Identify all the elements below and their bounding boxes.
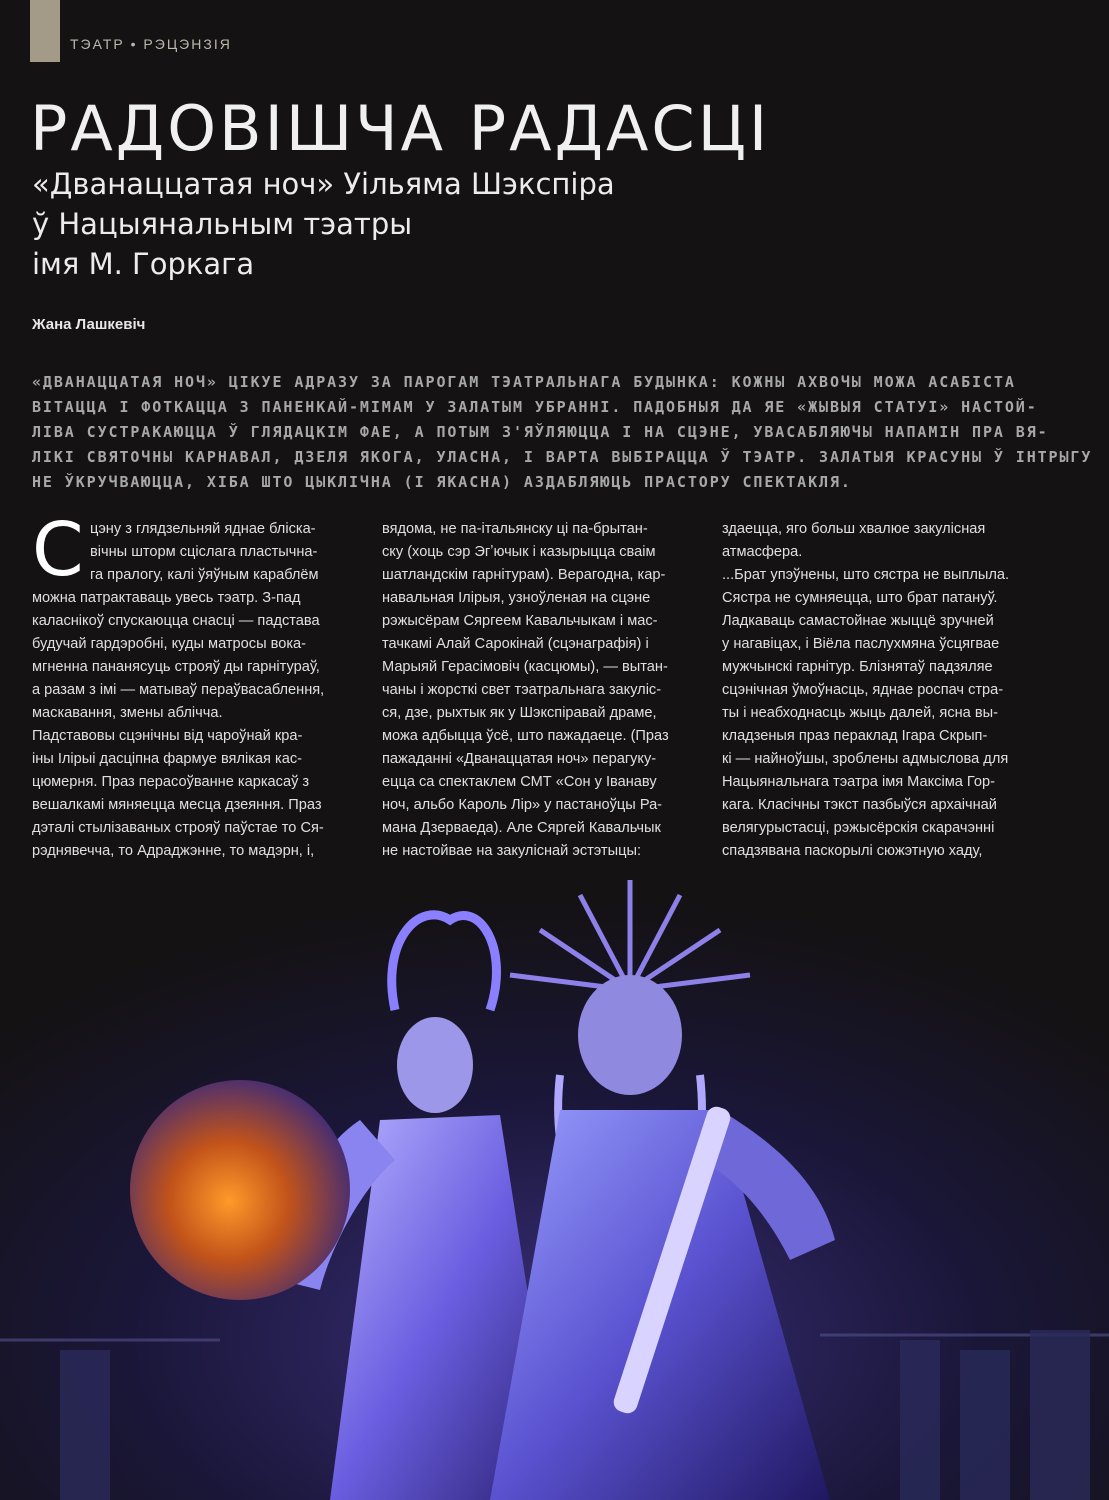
subtitle-line: ў Нацыянальным тэатры	[32, 207, 413, 241]
article-subtitle	[32, 164, 792, 284]
body-line: ноч, альбо Кароль Лір» у пастаноўцы Ра-	[382, 797, 663, 813]
body-line: мужчынскі гарнітур. Блізнятаў падзяляе	[722, 659, 993, 675]
body-line: каласнікоў спускаюцца снасці — падстава	[32, 613, 320, 629]
body-line: навальная Ілірыя, узноўленая на сцэне	[382, 590, 651, 606]
lead-line: ЛІКІ СВЯТОЧНЫ КАРНАВАЛ, ДЗЕЛЯ ЯКОГА, УЛАСНА, І ВАРТА ВЫБІРАЦЦА Ў ТЭАТР. ЗАЛАТЫЯ КРАСУНЫ Ў ІНТРЫГУ	[32, 448, 1093, 466]
lead-line: НЕ ЎКРУЧВАЮЦЦА, ХІБА ШТО ЦЫКЛІЧНА (І ЯКАСНА) АЗДАБЛЯЮЦЬ ПРАСТОРУ СПЕКТАКЛЯ.	[32, 473, 852, 491]
text-column-2	[382, 518, 708, 863]
body-line: велягурыстасці, рэжысёрскія скарачэнні	[722, 820, 995, 836]
body-line: пажаданні «Дванаццатая ноч» перагуку-	[382, 751, 657, 767]
text-column-3	[722, 518, 1048, 863]
body-line: кага. Класічны тэкст пазбыўся архаічнай	[722, 797, 997, 813]
body-line: дэталі стылізаваных строяў паўстае то Ся-	[32, 820, 324, 836]
lead-line: ЛІВА СУСТРАКАЮЦЦА Ў ГЛЯДАЦКІМ ФАЕ, А ПОТЫМ З'ЯЎЛЯЮЦЦА І НА СЦЭНЕ, УВАСАБЛЯЮЧЫ НАПАМІН ПРА ВЯ-	[32, 423, 1049, 441]
lead-paragraph	[32, 370, 1093, 495]
body-line: мгненна пананясуць строяў ды гарнітураў,	[32, 659, 320, 675]
author-name: Жана Лашкевіч	[32, 316, 146, 333]
body-line: кладзеныя праз пераклад Ігара Скрып-	[722, 728, 988, 744]
subtitle-line: «Дванаццатая ноч» Уільяма Шэкспіра	[32, 167, 615, 201]
lead-line: ВІТАЦЦА І ФОТКАЦЦА З ПАНЕНКАЙ-МІМАМ У ЗАЛАТЫМ УБРАННІ. ПАДОБНЫЯ ДА ЯЕ «ЖЫВЫЯ СТАТУІ» НАСТОЙ-	[32, 398, 1038, 416]
body-line: іны Ілірыі дасціпна фармуе вялікая кас-	[32, 751, 302, 767]
body-line: ты і неабходнасць жыць далей, ясна вы-	[722, 705, 998, 721]
body-line: маскавання, змены аблічча.	[32, 705, 223, 721]
body-line: вешалкамі мяняецца месца дзеяння. Праз	[32, 797, 322, 813]
body-line: сцэнічная ўмоўнасць, яднае роспач стра-	[722, 682, 1004, 698]
body-line: цэну з глядзельняй яднае бліска-	[90, 521, 316, 537]
body-line: ску (хоць сэр Эгʼючык і казырыцца сваім	[382, 544, 656, 560]
body-line: рэднявечча, то Адраджэнне, то мадэрн, і,	[32, 843, 315, 859]
body-line: Марыяй Герасімовіч (касцюмы), — вытан-	[382, 659, 668, 675]
body-line: чаны і жорсткі свет тэатральнага закуліс-	[382, 682, 662, 698]
body-line: шатландскім гарнітурам). Верагодна, кар-	[382, 567, 666, 583]
body-line: Нацыянальнага тэатра імя Максіма Гор-	[722, 774, 995, 790]
body-line: можа адбыцца ўсё, што пажадаеце. (Праз	[382, 728, 669, 744]
lead-line: «ДВАНАЦЦАТАЯ НОЧ» ЦІКУЕ АДРАЗУ ЗА ПАРОГАМ ТЭАТРАЛЬНАГА БУДЫНКА: КОЖНЫ АХВОЧЫ МОЖА АСАБІСТА	[32, 373, 1016, 391]
body-line: Падставовы сцэнічны від чароўнай кра-	[32, 728, 303, 744]
body-line: ецца са спектаклем СМТ «Сон у Іванаву	[382, 774, 657, 790]
body-line: ...Брат упэўнены, што сястра не выплыла.	[722, 567, 1010, 583]
body-line: у нагавіцах, і Віёла паслухмяна ўсцягвае	[722, 636, 1000, 652]
body-line: кі — найноўшы, зроблены адмыслова для	[722, 751, 1009, 767]
body-line: будучай гардэробні, куды матросы вока-	[32, 636, 307, 652]
article-title: РАДОВІШЧА РАДАСЦІ	[30, 92, 771, 165]
body-line: вядома, не па-італьянску ці па-брытан-	[382, 521, 648, 537]
body-line: га пралогу, калі ўяўным караблём	[90, 567, 319, 583]
body-line: спадзявана паскорылі сюжэтную хаду,	[722, 843, 983, 859]
body-line: мана Дзерваеда). Але Сяргей Кавальчык	[382, 820, 661, 836]
subtitle-line: імя М. Горкага	[32, 247, 255, 281]
body-line: ся, дзе, рыхтык як у Шэкспіравай драме,	[382, 705, 657, 721]
body-line: Ладкаваць самастойнае жыццё зручней	[722, 613, 994, 629]
body-line: рэжысёрам Сяргеем Кавальчыкам і мас-	[382, 613, 658, 629]
section-label: ТЭАТР • РЭЦЭНЗІЯ	[70, 36, 232, 52]
body-line: цюмерня. Праз перасоўванне каркасаў з	[32, 774, 310, 790]
body-line: тачкамі Алай Сарокінай (сцэнаграфія) і	[382, 636, 649, 652]
section-color-tab	[30, 0, 60, 62]
stage-photo	[0, 860, 1109, 1500]
text-column-1	[32, 507, 358, 863]
body-line: вічны шторм сціслага пластычна-	[90, 544, 318, 560]
body-line: не настойвае на закуліснай эстэтыцы:	[382, 843, 641, 859]
body-line: а разам з імі — матываў пераўвасаблення,	[32, 682, 325, 698]
globe	[130, 1080, 350, 1300]
body-line: атмасфера.	[722, 544, 803, 560]
body-line: здаецца, яго больш хвалюе закулісная	[722, 521, 986, 537]
drop-cap: С	[32, 507, 84, 593]
body-line: можна патрактаваць увесь тэатр. З-пад	[32, 590, 301, 606]
body-line: Сястра не сумняецца, што брат патануў.	[722, 590, 998, 606]
